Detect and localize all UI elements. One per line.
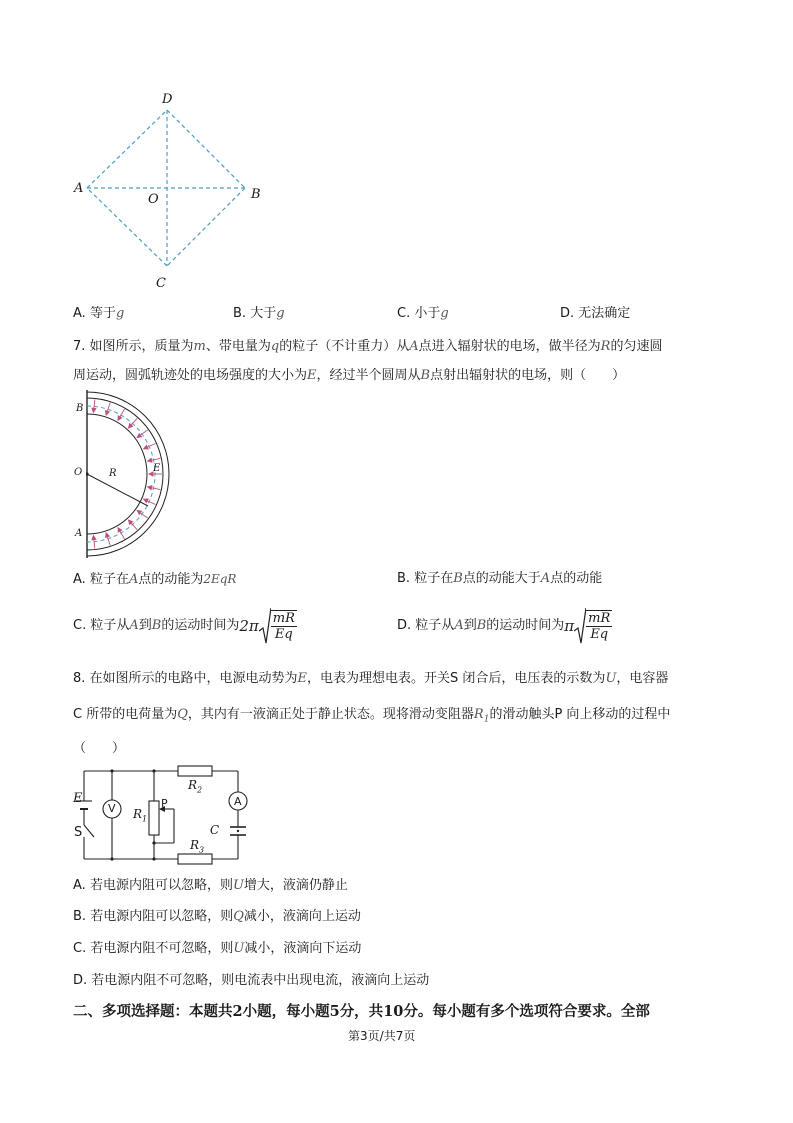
radial-label-r: R — [109, 468, 117, 479]
radial-label-a: A — [75, 528, 83, 539]
sqrt-d: $\frac{mR}{Eq}$ — [574, 607, 612, 645]
q7-stem-line2: 周运动，圆弧轨迹处的电场强度的大小为E，经过半个圆周从B点射出辐射状的电场，则（ ） — [73, 368, 626, 383]
ammeter-icon: A — [234, 795, 242, 808]
q7-option-c[interactable]: C. 粒子从 A 到 B 的运动时间为 2π $\frac{mR}{Eq}$ — [73, 606, 297, 646]
field-arrow-head — [144, 445, 148, 449]
q6-option-d[interactable]: D. 无法确定 — [560, 306, 631, 321]
label-b: B — [251, 187, 261, 202]
circuit-diagram — [70, 763, 250, 865]
radial-label-b: B — [76, 403, 84, 414]
circuit-label-s: S — [74, 825, 83, 840]
q8-option-c[interactable]: C. 若电源内阻不可忽略，则U减小，液滴向下运动 — [73, 941, 362, 956]
field-arrow-head — [92, 536, 96, 540]
field-arrow-head — [105, 411, 109, 415]
field-arrow-head — [144, 499, 148, 503]
section-2-heading: 二、多项选择题：本题共2小题，每小题5分，共10分。每小题有多个选项符合要求。全部 — [73, 1003, 650, 1020]
diamond-figure — [70, 88, 270, 293]
q8-option-a[interactable]: A. 若电源内阻可以忽略，则U增大，液滴仍静止 — [73, 878, 348, 893]
radial-label-e: E — [153, 463, 161, 474]
q6-option-c[interactable]: C. 小于g — [397, 306, 449, 321]
circuit-label-e: E — [73, 791, 83, 806]
circuit-label-r2: $R_2$ — [188, 778, 203, 795]
q8-stem-line3: （ ） — [73, 741, 126, 756]
circuit-label-r1: $R_1$ — [133, 807, 148, 824]
page-footer: 第3页/共7页 — [348, 1029, 416, 1043]
circuit-label-r3: $R_3$ — [190, 838, 205, 855]
q7-option-b[interactable]: B. 粒子在B点的动能大于A点的动能 — [397, 571, 603, 586]
q8-stem-line1: 8. 在如图所示的电路中，电源电动势为E，电表为理想电表。开关S 闭合后，电压表的示数为U，电容器 — [73, 671, 669, 686]
label-a: A — [74, 181, 84, 196]
circuit-label-p: P — [161, 797, 168, 810]
field-arrow-head — [148, 458, 152, 462]
field-arrow-head — [105, 533, 109, 537]
field-arrow-head — [118, 528, 122, 532]
q7-option-d[interactable]: D. 粒子从 A 到 B 的运动时间为 π $\frac{mR}{Eq}$ — [397, 606, 612, 646]
q6-option-a[interactable]: A. 等于g — [73, 306, 125, 321]
field-arrow-head — [137, 510, 141, 514]
voltmeter-icon: V — [108, 802, 116, 815]
label-c: C — [156, 276, 166, 291]
q7-stem-line1: 7. 如图所示，质量为m、带电量为q的粒子（不计重力）从A点进入辐射状的电场，做半径为R的匀速圆 — [73, 339, 663, 354]
field-arrow-head — [92, 408, 96, 412]
radial-label-o: O — [74, 467, 83, 478]
q6-option-b[interactable]: B. 大于g — [233, 306, 285, 321]
label-o: O — [148, 192, 159, 207]
circuit-label-c: C — [210, 823, 220, 837]
q8-stem-line2: C 所带的电荷量为Q，其内有一液滴正处于静止状态。现将滑动变阻器$R_1$的滑动触头P 向上移动的过程中 — [73, 707, 671, 725]
sqrt-c: $\frac{mR}{Eq}$ — [259, 607, 297, 645]
field-arrow-head — [148, 486, 152, 490]
q8-option-b[interactable]: B. 若电源内阻可以忽略，则Q减小，液滴向上运动 — [73, 909, 361, 924]
q8-option-d[interactable]: D. 若电源内阻不可忽略，则电流表中出现电流，液滴向上运动 — [73, 973, 430, 988]
field-arrow-head — [137, 434, 141, 438]
field-arrow-head — [118, 416, 122, 420]
q7-option-a[interactable]: A. 粒子在A点的动能为2EqR — [73, 572, 237, 587]
radial-field-figure — [86, 390, 176, 558]
label-d: D — [162, 92, 173, 107]
